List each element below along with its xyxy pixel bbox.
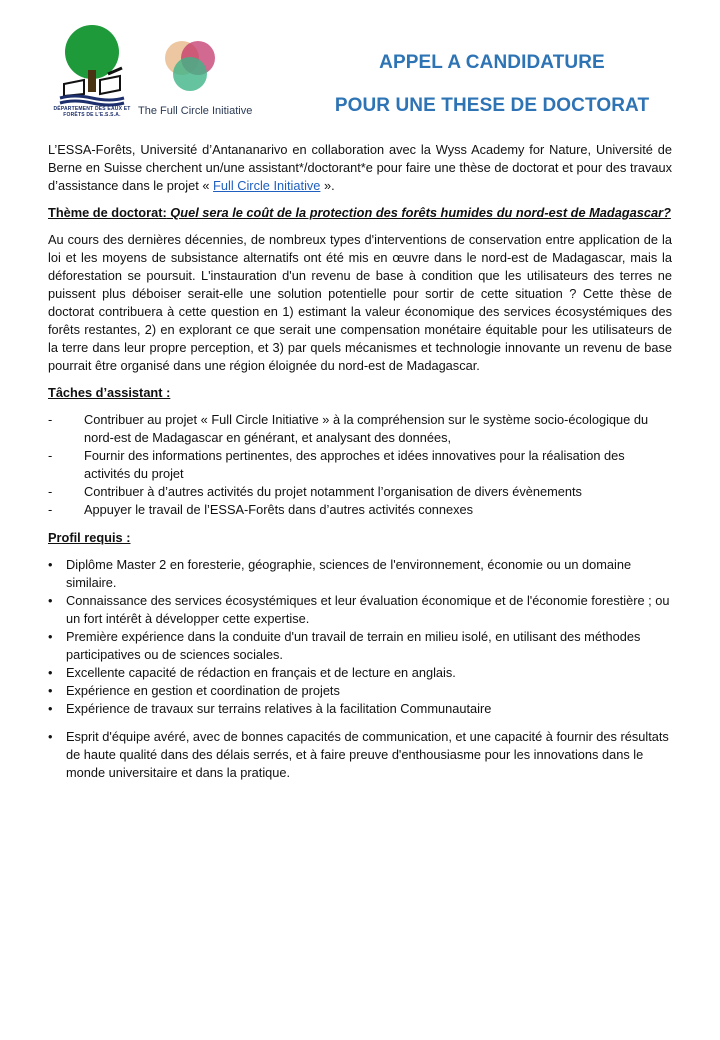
task-text: Contribuer au projet « Full Circle Initiative » à la compréhension sur le système socio-écologique du nord-est de Madagascar en générant, et analysant des données, bbox=[84, 412, 649, 445]
profile-heading bbox=[48, 529, 672, 547]
dash-marker: - bbox=[48, 502, 53, 517]
page-title-line-1: APPEL A CANDIDATURE bbox=[379, 52, 605, 73]
list-item bbox=[48, 664, 672, 682]
bullet-marker: • bbox=[48, 557, 53, 572]
dash-marker: - bbox=[48, 484, 53, 499]
intro-text-end: ». bbox=[320, 178, 335, 193]
header bbox=[0, 0, 720, 130]
profile-extra-list bbox=[48, 728, 672, 782]
bullet-marker: • bbox=[48, 683, 53, 698]
task-text: Appuyer le travail de l’ESSA-Forêts dans d’autres activités connexes bbox=[84, 502, 474, 517]
profile-text: Première expérience dans la conduite d'un travail de terrain en milieu isolé, en utilisant des méthodes participatives ou de sciences sociales. bbox=[66, 629, 641, 662]
list-item bbox=[48, 483, 672, 501]
intro-text: L’ESSA-Forêts, Université d’Antananarivo en collaboration avec la Wyss Academy for Nature, Université de Berne en Suisse cherchent un/une assistant*/doctorant*e pour faire une thèse de doctorat et pour des travaux d’assistance dans le projet « bbox=[48, 142, 672, 193]
list-item bbox=[48, 592, 672, 628]
profile-text: Esprit d'équipe avéré, avec de bonnes capacités de communication, et une capacité à fournir des résultats de haute qualité dans des délais serrés, et à faire preuve d'enthousiasme pour les innovations dans le monde universitaire et dans la pratique. bbox=[66, 729, 669, 780]
page-title-line-2: POUR UNE THESE DE DOCTORAT bbox=[334, 95, 650, 116]
profile-heading-text: Profil requis : bbox=[48, 530, 131, 545]
tasks-list bbox=[48, 411, 672, 519]
task-text: Fournir des informations pertinentes, des approches et idées innovatives pour la réalisation des activités du projet bbox=[84, 448, 625, 481]
task-text: Contribuer à d’autres activités du projet notamment l’organisation de divers évènements bbox=[84, 484, 582, 499]
theme-line bbox=[48, 204, 672, 222]
list-item bbox=[48, 556, 672, 592]
profile-list bbox=[48, 556, 672, 718]
list-item bbox=[48, 682, 672, 700]
description-paragraph: Au cours des dernières décennies, de nombreux types d'interventions de conservation entre application de la loi et les moyens de subsistance alternatifs ont été mis en œuvre dans le nord-est de Madagascar, mais la déforestation se poursuit. L'instauration d'un revenu de base à condition que les utilisateurs des terres ne puissent plus déboiser serait-elle une solution potentielle pour sortir de cette situation ? Cette thèse de doctorat contribuera à cette question en 1) estimant la valeur économique des services écosystémiques des forêts restantes, 2) en explorant ce que serait une compensation monétaire équitable pour les utilisateurs de la terre dans leur propre perception, et 3) par quels mécanismes et technologie innovante un revenu de base pourrait être organisé dans une région éloignée du nord-est de Madagascar. bbox=[48, 232, 672, 373]
tasks-heading bbox=[48, 384, 672, 402]
list-item bbox=[48, 447, 672, 483]
bullet-marker: • bbox=[48, 629, 53, 644]
list-item bbox=[48, 628, 672, 664]
spacer bbox=[48, 718, 672, 728]
list-item bbox=[48, 728, 672, 782]
full-circle-logo-icon bbox=[160, 36, 220, 96]
full-circle-link[interactable]: Full Circle Initiative bbox=[213, 178, 321, 193]
intro-paragraph bbox=[48, 141, 672, 195]
profile-text: Expérience en gestion et coordination de projets bbox=[66, 683, 340, 698]
full-circle-logo-label: The Full Circle Initiative bbox=[138, 105, 253, 117]
logo-department-label: DÉPARTEMENT DES EAUX ET FORÊTS DE L'E.S.S.A. bbox=[53, 106, 131, 118]
tasks-heading-text: Tâches d’assistant : bbox=[48, 385, 171, 400]
profile-text: Connaissance des services écosystémiques et leur évaluation économique et de l'économie forestière ; ou un fort intérêt à développer cette expertise. bbox=[66, 593, 670, 626]
document-body bbox=[48, 141, 672, 782]
bullet-marker: • bbox=[48, 729, 53, 744]
list-item bbox=[48, 700, 672, 718]
theme-question: Quel sera le coût de la protection des forêts humides du nord-est de Madagascar? bbox=[166, 205, 671, 220]
bullet-marker: • bbox=[48, 593, 53, 608]
theme-label: Thème de doctorat: bbox=[48, 205, 167, 220]
dash-marker: - bbox=[48, 448, 53, 463]
profile-text: Expérience de travaux sur terrains relatives à la facilitation Communautaire bbox=[66, 701, 492, 716]
bullet-marker: • bbox=[48, 701, 53, 716]
list-item bbox=[48, 501, 672, 519]
profile-text: Diplôme Master 2 en foresterie, géographie, sciences de l'environnement, économie ou un domaine similaire. bbox=[66, 557, 632, 590]
bullet-marker: • bbox=[48, 665, 53, 680]
dash-marker: - bbox=[48, 412, 53, 427]
profile-text: Excellente capacité de rédaction en français et de lecture en anglais. bbox=[66, 665, 456, 680]
list-item bbox=[48, 411, 672, 447]
